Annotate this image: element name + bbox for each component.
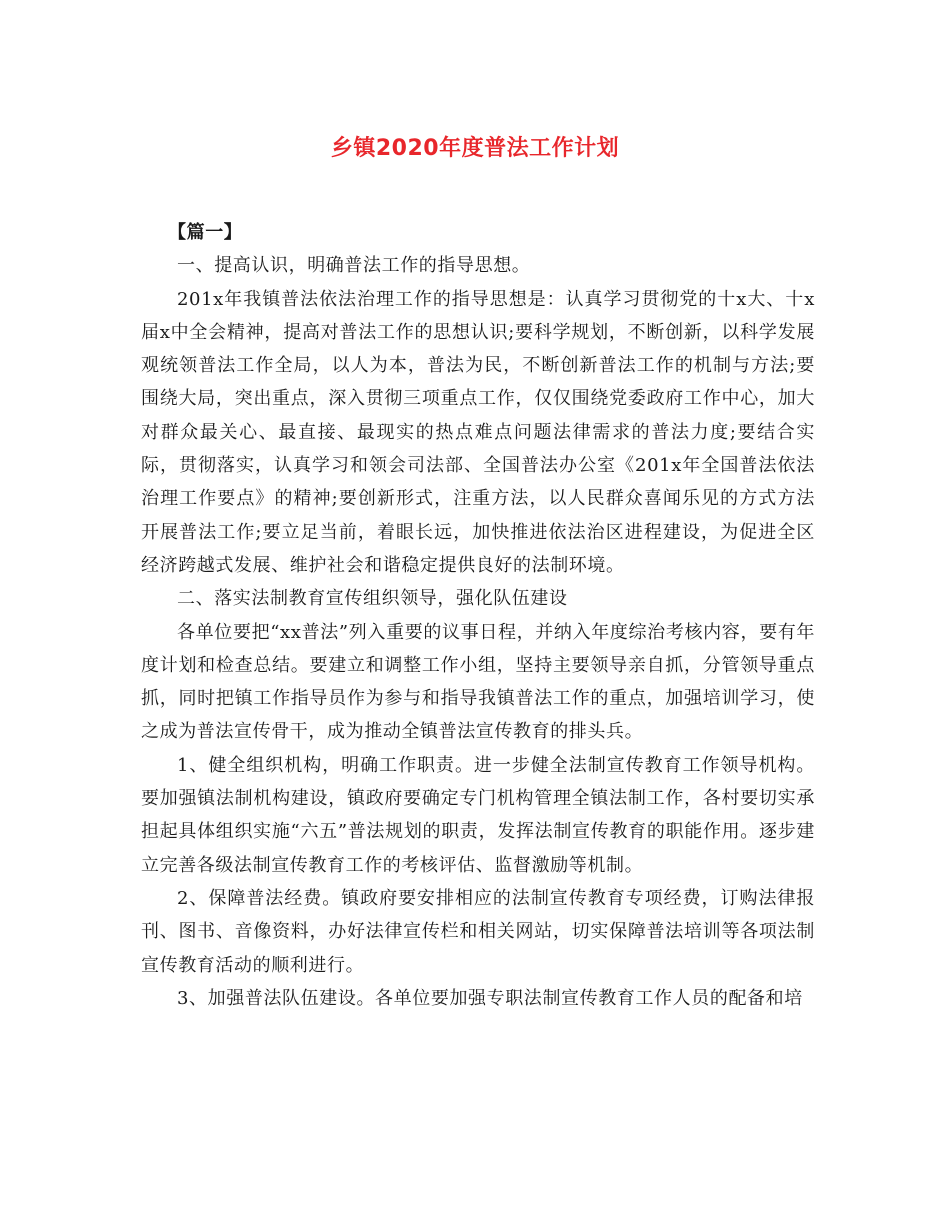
heading-2: 二、落实法制教育宣传组织领导，强化队伍建设 <box>177 588 568 610</box>
section-tag: 【篇一】 <box>168 222 243 243</box>
paragraph-agenda: 各单位要把“xx普法”列入重要的议事日程，并纳入年度综治考核内容，要有年度计划和检查总结。要建立和调整工作小组，坚持主要领导亲自抓，分管领导重点抓，同时把镇工作指导员作为参与和指导我镇普法工作的重点，加强培训学习，使之成为普法宣传骨干，成为推动全镇普法宣传教育的排头兵。 <box>141 621 815 743</box>
document-body <box>141 216 815 1015</box>
document-title: 乡镇2020年度普法工作计划 <box>330 136 620 161</box>
paragraph-item-2: 2、保障普法经费。镇政府要安排相应的法制宣传教育专项经费，订购法律报刊、图书、音像资料，办好法律宣传栏和相关网站，切实保障普法培训等各项法制宣传教育活动的顺利进行。 <box>141 887 815 976</box>
paragraph-item-3: 3、加强普法队伍建设。各单位要加强专职法制宣传教育工作人员的配备和培 <box>177 987 803 1009</box>
paragraph-guiding-thought: 201x年我镇普法依法治理工作的指导思想是：认真学习贯彻党的十x大、十x届x中全会精神，提高对普法工作的思想认识;要科学规划，不断创新，以科学发展观统领普法工作全局，以人为本，普法为民，不断创新普法工作的机制与方法;要围绕大局，突出重点，深入贯彻三项重点工作，仅仅围绕党委政府工作中心，加大对群众最关心、最直接、最现实的热点难点问题法律需求的普法力度;要结合实际，贯彻落实，认真学习和领会司法部、全国普法办公室《201x年全国普法依法治理工作要点》的精神;要创新形式，注重方法，以人民群众喜闻乐见的方式方法开展普法工作;要立足当前，着眼长远，加快推进依法治区进程建设，为促进全区经济跨越式发展、维护社会和谐稳定提供良好的法制环境。 <box>141 288 815 576</box>
heading-1: 一、提高认识，明确普法工作的指导思想。 <box>177 255 531 277</box>
paragraph-item-1: 1、健全组织机构，明确工作职责。进一步健全法制宣传教育工作领导机构。要加强镇法制机构建设，镇政府要确定专门机构管理全镇法制工作，各村要切实承担起具体组织实施“六五”普法规划的职责，发挥法制宣传教育的职能作用。逐步建立完善各级法制宣传教育工作的考核评估、监督激励等机制。 <box>141 754 815 876</box>
